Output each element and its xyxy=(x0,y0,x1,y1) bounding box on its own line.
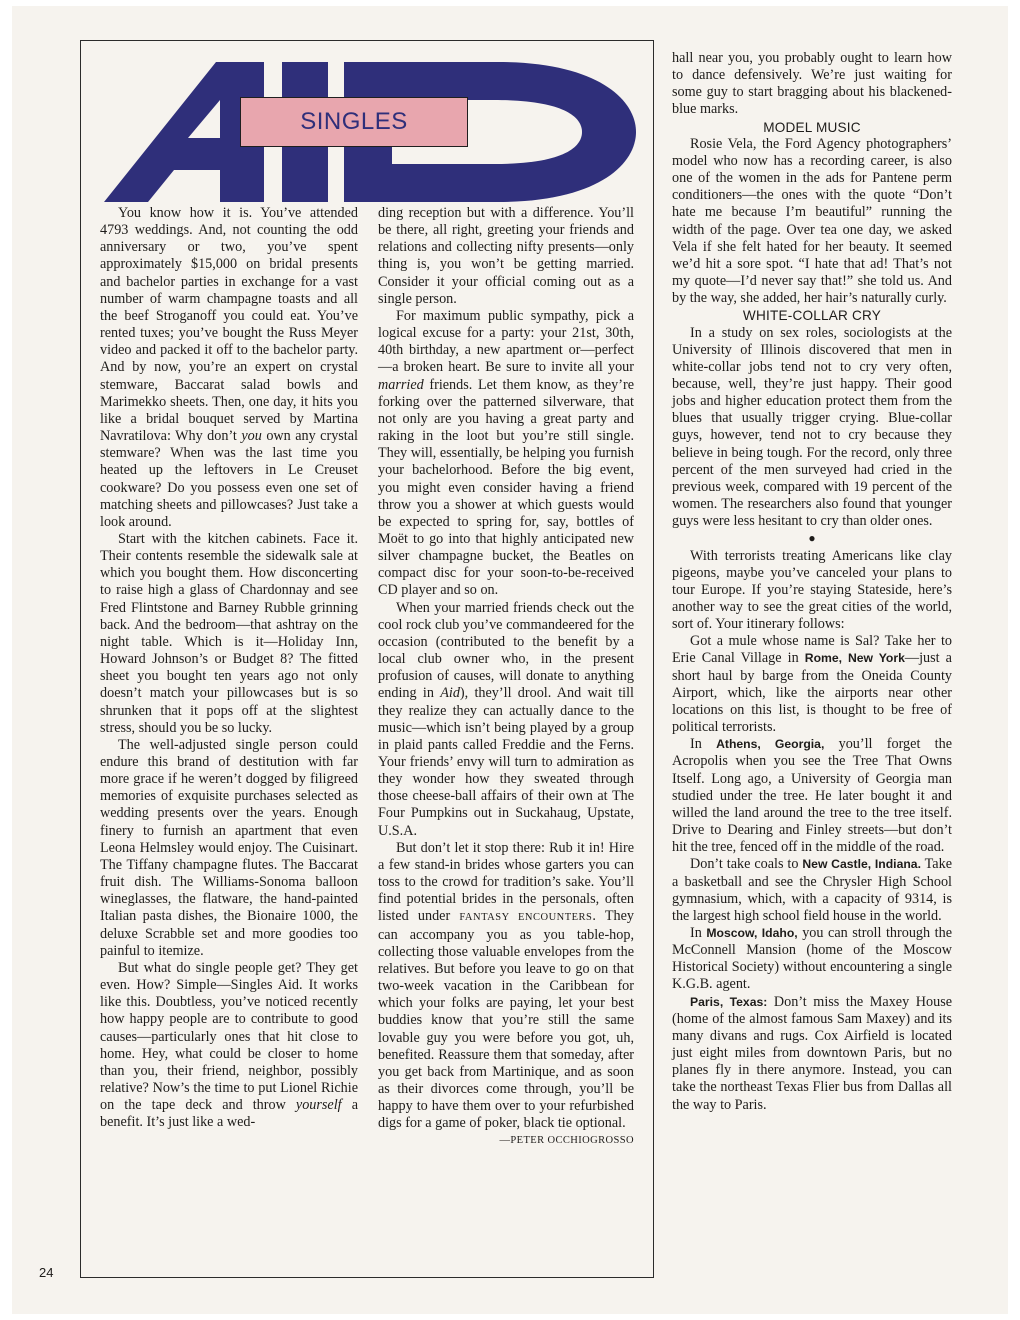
paragraph: The well-adjusted single person could endure this brand of destitution with far more grace if he weren’t dogged by filigreed memories of exquisite purchases selected as wedding presents over the years. Enough finery to furnish an apartment that even Leona Helmsley would enjoy. The Cuisinart. The Tiffany champagne flutes. The Baccarat fruit dish. The Williams-Sonoma balloon wineglasses, the flatware, the hand-painted Italian pasta dishes, the Bionaire 1000, the deluxe Scrabble set and more goodies too painful to itemize. xyxy=(100,736,358,959)
paragraph: Start with the kitchen cabinets. Face it. Their contents resemble the sidewalk sale at which you bought them. How disconcerting to raise high a glass of Chardonnay and see Fred Flintstone and Barney Rubble grinning back. And the bedroom—that ashtray on the night table. Which is it—Holiday Inn, Howard Johnson’s or Budget 8? The fitted sheet you bought ten years ago not only doesn’t match your pillowcases but is so shrunken that it pops off at the slightest stress, should you be so lucky. xyxy=(100,530,358,736)
section-heading: WHITE-COLLAR CRY xyxy=(742,308,882,324)
section-heading: MODEL MUSIC xyxy=(763,119,861,135)
paragraph: Got a mule whose name is Sal? Take her to Erie Canal Village in Rome, New York—just a short haul by barge from the Oneida County Airport, which, like the airports near other locations on this list, is thought to be free of political terrorists. xyxy=(672,633,952,736)
section-bullet: ● xyxy=(808,531,816,546)
paragraph: Rosie Vela, the Ford Agency photographers’ model who now has a recording career, is also one of the women in the ads for Pantene perm conditioners—the ones with the quote “Don’t hate me because I’m beautiful” running the width of the page. Over tea one day, we asked Vela if she felt hated for her beauty. It seemed we’d hit a sore spot. “I hate that ad! That’s not my quote—I’d never say that!” she told us. And by the way, she added, her hair’s naturally curly. xyxy=(672,135,952,307)
paragraph: You know how it is. You’ve attended 4793 weddings. And, not counting the odd anniversary or two, you’ve spent approximately $15,000 on bridal presents and bachelor parties in exchange for a vast number of warm champagne toasts and all the beef Stroganoff you could eat. You’ve rented tuxes; you’ve bought the Russ Meyer video and packed it off to the bachelor party. And by now, you’re an expert on crystal stemware, Baccarat salad bowls and Marimekko sheets. Then, one day, it hits you like a bridal bouquet served by Martina Navratilova: Why don’t you own any crystal stemware? When was the last time you heated up the leftovers in Le Creuset cookware? Do you possess even one set of matching sheets and pillowcases? Just take a look around. xyxy=(100,205,358,530)
singles-band xyxy=(240,97,468,147)
paragraph: Don’t take coals to New Castle, Indiana. Take a basketball and see the Chrysler High School gymnasium, which, with a capacity of 9314, is the largest high school field house in the world. xyxy=(672,856,952,924)
paragraph: For maximum public sympathy, pick a logical excuse for a party: your 21st, 30th, 40th birthday, a new apartment or—perfect—a broken heart. Be sure to invite all your married friends. Let them know, as they’re forking over the patterned silverware, that not only are you having a great party and raking in the loot but you’re still single. They will, essentially, be helping you furnish your bachelorhood. Before the big event, you might even consider having a friend throw you a shower at which guests would be expected to spring for, say, bottles of Moët to go into that highly anticipated new silver champagne bucket, the Beatles on compact disc for your soon-to-be-received CD player and so on. xyxy=(378,307,634,599)
page-number: 24 xyxy=(39,1265,54,1280)
paragraph: hall near you, you probably ought to learn how to dance defensively. We’re just waiting for some guy to start bragging about his blackened-blue marks. xyxy=(672,50,952,118)
article-column-2 xyxy=(378,205,634,1150)
paragraph: But what do single people get? They get even. How? Simple—Singles Aid. It works like this. Doubtless, you’ve noticed recently how happy people are to contribute to good causes—particularly ones that hit close to home. Hey, what could be closer to home than you, their friend, neighbor, possibly relative? Now’s the time to put Lionel Richie on the tape deck and throw yourself a benefit. It’s just like a wed- xyxy=(100,959,358,1131)
paragraph: In Athens, Georgia, you’ll forget the Acropolis when you see the Tree That Owns Itself. Long ago, a University of Georgia man studied under the tree. He later bought it and willed the land around the tree to the tree itself. Drive to Dearing and Finley streets—but don’t hit the tree, fenced off in the middle of the road. xyxy=(672,736,952,856)
paragraph: Paris, Texas: Don’t miss the Maxey House (home of the almost famous Sam Maxey) and its many divans and rugs. Cox Airfield is located just eight miles from downtown Paris, but no planes fly in there anymore. Instead, you can take the northeast Texas Flier bus from Dallas all the way to Paris. xyxy=(672,993,953,1113)
article-column-1 xyxy=(100,205,358,1131)
paragraph: With terrorists treating Americans like clay pigeons, maybe you’ve canceled your plans to tour Europe. If you’re staying Stateside, here’s another way to see the great cities of the world, sort of. Your itinerary follows: xyxy=(672,547,952,633)
paragraph: But don’t let it stop there: Rub it in! Hire a few stand-in brides whose garters you can toss to the crowd for tradition’s sake. You’ll find potential brides in the personals, often listed under FANTASY ENCOUNTERS. They can accompany you as you table-hop, collecting those valuable envelopes from the relatives. But before you leave to go on that two-week vacation in the Caribbean for which your folks are paying, let your best buddies know that you’re still the same lovable guy you were before you got, uh, benefited. Reassure them that someday, after you get back from Martinique, and as soon as their divorces come through, you’ll be happy to have them over to your refurbished digs for a game of poker, black tie optional. xyxy=(378,839,634,1132)
singles-label: SINGLES xyxy=(300,108,408,135)
article-column-3 xyxy=(672,50,952,1114)
byline: —PETER OCCHIOGROSSO xyxy=(499,1135,634,1147)
paragraph: In a study on sex roles, sociologists at the University of Illinois discovered that men in white-collar jobs tend not to cry very often, because, well, they’re just happy. Their good jobs and higher education protect them from the blues that usually trigger crying. Blue-collar guys, however, tend not to cry because they believe in being tough. For the record, only three percent of the men surveyed had cried in the previous week, compared with 19 percent of the women. The researchers also found that younger guys were less hesitant to cry than older ones. xyxy=(672,324,952,530)
paragraph: ding reception but with a difference. You’ll be there, all right, greeting your friends and relations and collecting nifty presents—only thing is, you won’t be getting married. Consider it your official coming out as a single person. xyxy=(378,205,634,307)
paragraph: In Moscow, Idaho, you can stroll through the McConnell Mansion (home of the Moscow Historical Society) without encountering a single K.G.B. agent. xyxy=(672,924,952,993)
paragraph: When your married friends check out the cool rock club you’ve commandeered for the occasion (contributed to the benefit by a local club owner who, in the present profusion of causes, will donate to anything ending in Aid), they’ll drool. And wait till they realize they can actually dance to the music—which isn’t being played by a group in plaid pants called Freddie and the Ferns. Your friends’ envy will turn to admiration as they wonder how they sweated through those cheese-ball affairs of their own at The Four Pumpkins out in Suckahaug, Upstate, U.S.A. xyxy=(378,599,634,839)
